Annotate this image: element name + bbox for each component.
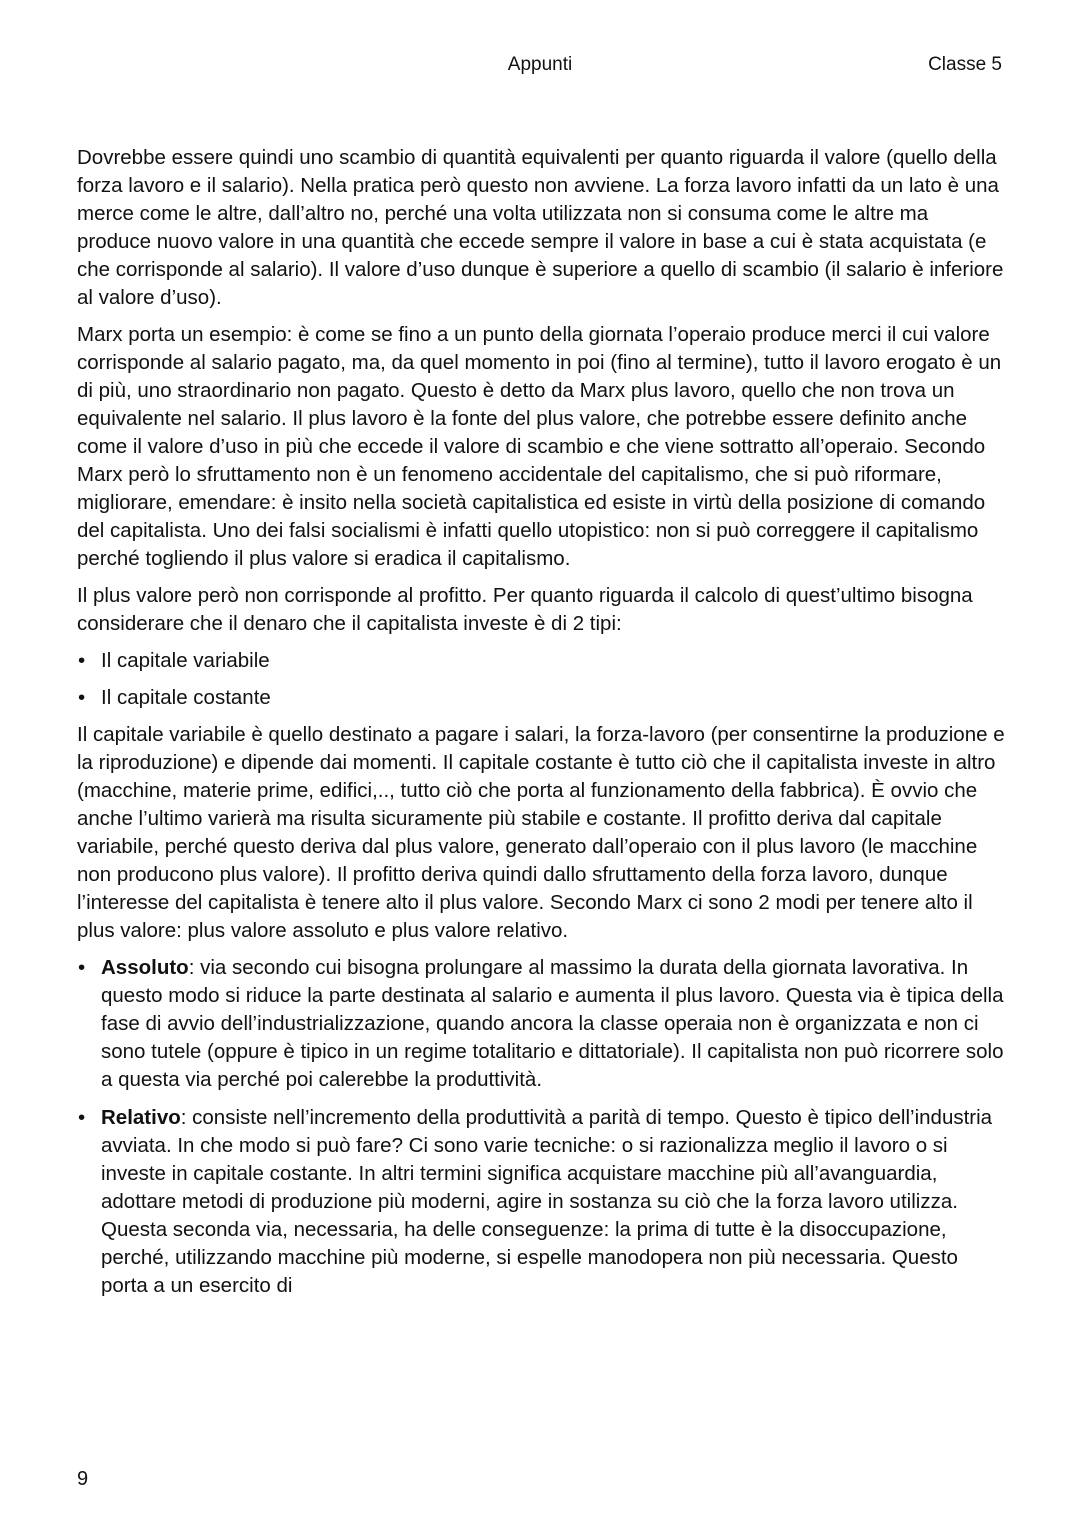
list-item-relative-surplus	[77, 1104, 1007, 1300]
page-number: 9	[77, 1468, 89, 1490]
paragraph-capital-explanation: Il capitale variabile è quello destinato a pagare i salari, la forza-lavoro (per consentirne la produzione e la riproduzione) e dipende dai momenti. Il capitale costante è tutto ciò che il capitalista investe in altro (macchine, materie prime, edifici,.., tutto ciò che porta al funzionamento della fabbrica). È ovvio che anche l’ultimo varierà ma risulta sicuramente più stabile e costante. Il profitto deriva dal capitale variabile, perché questo deriva dal plus valore, generato dall’operaio con il plus lavoro (le macchine non producono plus valore). Il profitto deriva quindi dallo sfruttamento della forza lavoro, dunque l’interesse del capitalista è tenere alto il plus valore. Secondo Marx ci sono 2 modi per tenere alto il plus valore: plus valore assoluto e plus valore relativo.	[77, 723, 1005, 942]
absolute-description: : via secondo cui bisogna prolungare al massimo la durata della giornata lavorativa. In questo modo si riduce la parte destinata al salario e aumenta il plus lavoro. Questa via è tipica della fase di avvio dell’industrializzazione, quando ancora la classe operaia non è organizzata e non ci sono tutele (oppure è tipico in un regime totalitario e dittatoriale). Il capitalista non può ricorrere solo a questa via perché poi calerebbe la produttività.	[101, 956, 1004, 1091]
list-item-absolute-surplus	[77, 954, 1007, 1094]
list-item-constant-capital: • Il capitale costante	[77, 684, 1007, 712]
page-content	[77, 144, 1007, 1310]
list-item-variable-capital: • Il capitale variabile	[77, 647, 1007, 675]
capital-types-list	[77, 647, 1007, 712]
paragraph-surplus-labor: Marx porta un esempio: è come se fino a un punto della giornata l’operaio produce merci il cui valore corrisponde al salario pagato, ma, da quel momento in poi (fino al termine), tutto il lavoro erogato è un di più, uno straordinario non pagato. Questo è detto da Marx plus lavoro, quello che non trova un equivalente nel salario. Il plus lavoro è la fonte del plus valore, che potrebbe essere definito anche come il valore d’uso in più che eccede il valore di scambio e che viene sottratto all’operaio. Secondo Marx però lo sfruttamento non è un fenomeno accidentale del capitalismo, che si può riformare, migliorare, emendare: è insito nella società capitalistica ed esiste in virtù della posizione di comando del capitalista. Uno dei falsi socialismi è infatti quello utopistico: non si può correggere il capitalismo perché togliendo il plus valore si eradica il capitalismo.	[77, 323, 1002, 570]
term-relative: Relativo	[101, 1106, 181, 1129]
paragraph-profit: Il plus valore però non corrisponde al profitto. Per quanto riguarda il calcolo di quest’ultimo bisogna considerare che il denaro che il capitalista investe è di 2 tipi:	[77, 584, 973, 635]
term-absolute: Assoluto	[101, 956, 189, 979]
surplus-value-types-list	[77, 954, 1007, 1300]
paragraph-exchange-value: Dovrebbe essere quindi uno scambio di quantità equivalenti per quanto riguarda il valore (quello della forza lavoro e il salario). Nella pratica però questo non avviene. La forza lavoro infatti da un lato è una merce come le altre, dall’altro no, perché una volta utilizzata non si consuma come le altre ma produce nuovo valore in una quantità che eccede sempre il valore in base a cui è stata acquistata (e che corrisponde al salario). Il valore d’uso dunque è superiore a quello di scambio (il salario è inferiore al valore d’uso).	[77, 146, 1004, 309]
header-class-label: Classe 5	[928, 54, 1002, 75]
header-title: Appunti	[507, 54, 573, 75]
relative-description: : consiste nell’incremento della produttività a parità di tempo. Questo è tipico dell’industria avviata. In che modo si può fare? Ci sono varie tecniche: o si razionalizza meglio il lavoro o si investe in capitale costante. In altri termini significa acquistare macchine più all’avanguardia, adottare metodi di produzione più moderni, agire in sostanza su ciò che la forza lavoro utilizza. Questa seconda via, necessaria, ha delle conseguenze: la prima di tutte è la disoccupazione, perché, utilizzando macchine più moderne, si espelle manodopera non più necessaria. Questo porta a un esercito di	[101, 1106, 993, 1297]
